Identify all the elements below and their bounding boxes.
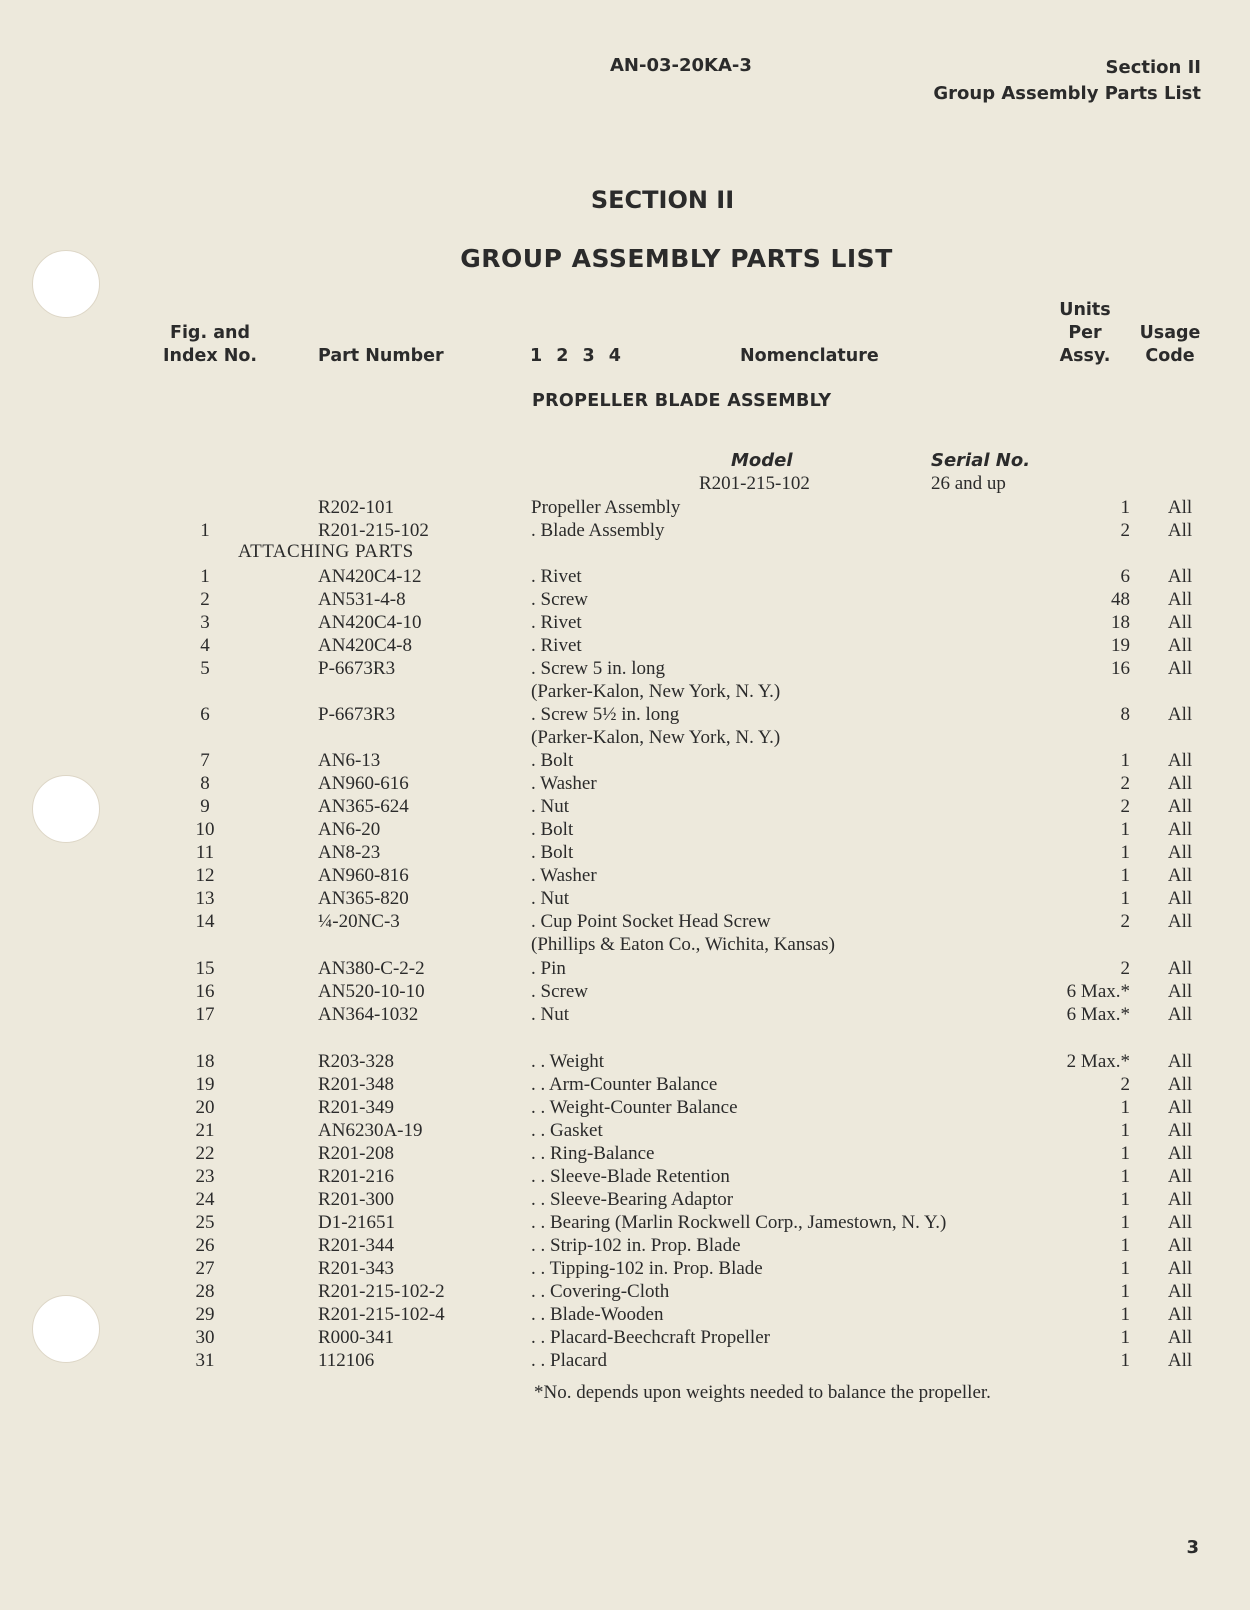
units-per-assy-cell: 8 — [1120, 704, 1130, 725]
column-header-units-line2: Per — [1068, 323, 1102, 343]
part-number-cell: AN960-816 — [318, 865, 409, 886]
index-number-cell: 4 — [200, 635, 210, 656]
nomenclature-cell: . Nut — [531, 796, 569, 817]
table-row — [0, 1165, 1250, 1188]
units-per-assy-cell: 1 — [1120, 819, 1130, 840]
index-number-cell: 27 — [195, 1258, 215, 1279]
index-number-cell: 1 — [200, 520, 210, 541]
index-number-cell: 13 — [195, 888, 215, 909]
table-row — [0, 1188, 1250, 1211]
table-row — [0, 841, 1250, 864]
table-row — [0, 1303, 1250, 1326]
index-number-cell: 17 — [195, 1004, 215, 1025]
units-per-assy-cell: 1 — [1120, 842, 1130, 863]
table-row — [0, 588, 1250, 611]
nomenclature-cell: . . Weight — [531, 1051, 605, 1072]
usage-code-cell: All — [1167, 1304, 1193, 1325]
table-row — [0, 864, 1250, 887]
units-per-assy-cell: 2 — [1120, 958, 1130, 979]
table-row — [0, 980, 1250, 1003]
part-number-cell: AN420C4-12 — [318, 566, 422, 587]
nomenclature-cell: . . Weight-Counter Balance — [531, 1097, 738, 1118]
nomenclature-cell: . . Sleeve-Bearing Adaptor — [531, 1189, 734, 1210]
index-number-cell: 23 — [195, 1166, 215, 1187]
nomenclature-cell: . Nut — [531, 1004, 569, 1025]
part-number-cell: AN365-624 — [318, 796, 409, 817]
table-row — [0, 933, 1250, 956]
table-row — [0, 703, 1250, 726]
nomenclature-cell: . . Covering-Cloth — [531, 1281, 670, 1302]
nomenclature-cell: . . Sleeve-Blade Retention — [531, 1166, 730, 1187]
table-row — [0, 1119, 1250, 1142]
nomenclature-cell: . . Strip-102 in. Prop. Blade — [531, 1235, 741, 1256]
index-number-cell: 16 — [195, 981, 215, 1002]
column-header-usage-line1: Usage — [1139, 323, 1201, 343]
nomenclature-cell: . Screw — [531, 981, 588, 1002]
part-number-cell: R201-349 — [318, 1097, 394, 1118]
units-per-assy-cell: 6 — [1120, 566, 1130, 587]
nomenclature-cell: (Parker-Kalon, New York, N. Y.) — [531, 681, 781, 702]
part-number-cell: 112106 — [318, 1350, 375, 1371]
table-row — [0, 1234, 1250, 1257]
part-number-cell: AN6230A-19 — [318, 1120, 423, 1141]
part-number-cell: AN6-13 — [318, 750, 381, 771]
part-number-cell: AN960-616 — [318, 773, 409, 794]
usage-code-cell: All — [1167, 865, 1193, 886]
nomenclature-cell: . . Ring-Balance — [531, 1143, 655, 1164]
table-row — [0, 910, 1250, 933]
table-row — [0, 680, 1250, 703]
part-number-cell: P-6673R3 — [318, 658, 396, 679]
nomenclature-cell: . . Bearing (Marlin Rockwell Corp., Jamestown, N. Y.) — [531, 1212, 947, 1233]
model-value: R201-215-102 — [699, 473, 810, 494]
nomenclature-cell: . Screw 5½ in. long — [531, 704, 680, 725]
nomenclature-cell: . Washer — [531, 865, 597, 886]
nomenclature-cell: . Rivet — [531, 566, 582, 587]
nomenclature-cell: . Blade Assembly — [531, 520, 665, 541]
usage-code-cell: All — [1167, 1143, 1193, 1164]
nomenclature-cell: . . Placard — [531, 1350, 607, 1371]
part-number-cell: AN420C4-8 — [318, 635, 412, 656]
table-row — [0, 519, 1250, 542]
usage-code-cell: All — [1167, 1350, 1193, 1371]
index-number-cell: 18 — [195, 1051, 215, 1072]
units-per-assy-cell: 18 — [1111, 612, 1130, 633]
part-number-cell: R000-341 — [318, 1327, 394, 1348]
part-number-cell: R201-300 — [318, 1189, 394, 1210]
part-number-cell: R201-343 — [318, 1258, 394, 1279]
table-row — [0, 1142, 1250, 1165]
units-per-assy-cell: 1 — [1120, 497, 1130, 518]
index-number-cell: 29 — [195, 1304, 215, 1325]
nomenclature-cell: . . Gasket — [531, 1120, 603, 1141]
usage-code-cell: All — [1167, 520, 1193, 541]
column-header-fig-line2: Index No. — [162, 346, 258, 366]
column-header-units-line3: Assy. — [1059, 346, 1111, 366]
table-row — [0, 1349, 1250, 1372]
usage-code-cell: All — [1167, 1097, 1193, 1118]
index-number-cell: 12 — [195, 865, 215, 886]
usage-code-cell: All — [1167, 658, 1193, 679]
attaching-parts-subheading: ATTACHING PARTS — [238, 541, 414, 562]
usage-code-cell: All — [1167, 1281, 1193, 1302]
usage-code-cell: All — [1167, 635, 1193, 656]
table-row — [0, 657, 1250, 680]
units-per-assy-cell: 1 — [1120, 750, 1130, 771]
index-number-cell: 28 — [195, 1281, 215, 1302]
index-number-cell: 15 — [195, 958, 215, 979]
table-row — [0, 795, 1250, 818]
nomenclature-cell: . Bolt — [531, 842, 574, 863]
index-number-cell: 26 — [195, 1235, 215, 1256]
units-per-assy-cell: 1 — [1120, 1258, 1130, 1279]
units-per-assy-cell: 1 — [1120, 1281, 1130, 1302]
units-per-assy-cell: 6 Max.* — [1066, 1004, 1130, 1025]
index-number-cell: 30 — [195, 1327, 215, 1348]
units-per-assy-cell: 2 — [1120, 911, 1130, 932]
nomenclature-cell: . Bolt — [531, 750, 574, 771]
usage-code-cell: All — [1167, 704, 1193, 725]
index-number-cell: 1 — [200, 566, 210, 587]
part-number-cell: AN380-C-2-2 — [318, 958, 425, 979]
index-number-cell: 25 — [195, 1212, 215, 1233]
nomenclature-cell: . Washer — [531, 773, 597, 794]
units-per-assy-cell: 1 — [1120, 1120, 1130, 1141]
table-row — [0, 1326, 1250, 1349]
part-number-cell: R201-215-102 — [318, 520, 429, 541]
table-row — [0, 496, 1250, 519]
index-number-cell: 6 — [200, 704, 210, 725]
index-number-cell: 3 — [200, 612, 210, 633]
page-number: 3 — [1186, 1537, 1199, 1558]
nomenclature-cell: . Rivet — [531, 635, 582, 656]
part-number-cell: AN6-20 — [318, 819, 381, 840]
part-number-cell: AN420C4-10 — [318, 612, 422, 633]
table-row — [0, 1073, 1250, 1096]
usage-code-cell: All — [1167, 1189, 1193, 1210]
index-number-cell: 5 — [200, 658, 210, 679]
index-number-cell: 21 — [195, 1120, 215, 1141]
part-number-cell: R201-215-102-2 — [318, 1281, 445, 1302]
units-per-assy-cell: 2 — [1120, 1074, 1130, 1095]
table-row — [0, 749, 1250, 772]
column-header-usage-code — [1130, 322, 1210, 368]
table-row — [0, 611, 1250, 634]
column-header-fig-index — [150, 322, 270, 368]
table-row — [0, 887, 1250, 910]
units-per-assy-cell: 2 — [1120, 796, 1130, 817]
part-number-cell: AN531-4-8 — [318, 589, 406, 610]
units-per-assy-cell: 1 — [1120, 1327, 1130, 1348]
table-row — [0, 634, 1250, 657]
nomenclature-cell: . Screw 5 in. long — [531, 658, 666, 679]
part-number-cell: R201-344 — [318, 1235, 394, 1256]
usage-code-cell: All — [1167, 497, 1193, 518]
index-number-cell: 2 — [200, 589, 210, 610]
part-number-cell: R201-208 — [318, 1143, 394, 1164]
units-per-assy-cell: 48 — [1111, 589, 1130, 610]
table-row — [0, 818, 1250, 841]
units-per-assy-cell: 1 — [1120, 1143, 1130, 1164]
nomenclature-cell: . . Tipping-102 in. Prop. Blade — [531, 1258, 763, 1279]
nomenclature-cell: Propeller Assembly — [531, 497, 681, 518]
index-number-cell: 11 — [195, 842, 215, 863]
column-header-levels: 1 2 3 4 — [530, 346, 621, 366]
usage-code-cell: All — [1167, 1235, 1193, 1256]
part-number-cell: P-6673R3 — [318, 704, 396, 725]
usage-code-cell: All — [1167, 842, 1193, 863]
index-number-cell: 22 — [195, 1143, 215, 1164]
index-number-cell: 24 — [195, 1189, 215, 1210]
units-per-assy-cell: 19 — [1111, 635, 1130, 656]
part-number-cell: AN365-820 — [318, 888, 409, 909]
table-row — [0, 1280, 1250, 1303]
assembly-title: PROPELLER BLADE ASSEMBLY — [532, 391, 832, 411]
column-header-fig-line1: Fig. and — [169, 323, 250, 343]
usage-code-cell: All — [1167, 1166, 1193, 1187]
nomenclature-cell: . Rivet — [531, 612, 582, 633]
units-per-assy-cell: 1 — [1120, 1166, 1130, 1187]
column-header-units-per-assy — [1040, 299, 1130, 368]
usage-code-cell: All — [1167, 1004, 1193, 1025]
usage-code-cell: All — [1167, 750, 1193, 771]
part-number-cell: AN364-1032 — [318, 1004, 419, 1025]
nomenclature-cell: . . Arm-Counter Balance — [531, 1074, 718, 1095]
part-number-cell: R202-101 — [318, 497, 394, 518]
usage-code-cell: All — [1167, 612, 1193, 633]
units-per-assy-cell: 16 — [1111, 658, 1130, 679]
usage-code-cell: All — [1167, 566, 1193, 587]
usage-code-cell: All — [1167, 819, 1193, 840]
document-code: AN-03-20KA-3 — [610, 55, 752, 76]
table-row — [0, 565, 1250, 588]
part-number-cell: R203-328 — [318, 1051, 394, 1072]
usage-code-cell: All — [1167, 958, 1193, 979]
column-header-nomenclature: Nomenclature — [740, 346, 879, 366]
usage-code-cell: All — [1167, 1051, 1193, 1072]
units-per-assy-cell: 1 — [1120, 888, 1130, 909]
nomenclature-cell: . . Placard-Beechcraft Propeller — [531, 1327, 770, 1348]
nomenclature-cell: . Bolt — [531, 819, 574, 840]
usage-code-cell: All — [1167, 1074, 1193, 1095]
index-number-cell: 9 — [200, 796, 210, 817]
nomenclature-cell: . Screw — [531, 589, 588, 610]
table-row — [0, 1003, 1250, 1026]
table-row — [0, 1050, 1250, 1073]
units-per-assy-cell: 1 — [1120, 1212, 1130, 1233]
table-row — [0, 1096, 1250, 1119]
column-header-units-line1: Units — [1059, 300, 1111, 320]
usage-code-cell: All — [1167, 796, 1193, 817]
nomenclature-cell: (Phillips & Eaton Co., Wichita, Kansas) — [531, 934, 835, 955]
part-number-cell: AN520-10-10 — [318, 981, 425, 1002]
usage-code-cell: All — [1167, 911, 1193, 932]
units-per-assy-cell: 1 — [1120, 1097, 1130, 1118]
nomenclature-cell: (Parker-Kalon, New York, N. Y.) — [531, 727, 781, 748]
model-label: Model — [731, 450, 793, 471]
nomenclature-cell: . Nut — [531, 888, 569, 909]
table-row — [0, 957, 1250, 980]
index-number-cell: 31 — [195, 1350, 215, 1371]
nomenclature-cell: . Cup Point Socket Head Screw — [531, 911, 771, 932]
part-number-cell: R201-216 — [318, 1166, 394, 1187]
page-title: GROUP ASSEMBLY PARTS LIST — [460, 244, 893, 273]
nomenclature-cell: . . Blade-Wooden — [531, 1304, 664, 1325]
table-row — [0, 726, 1250, 749]
index-number-cell: 20 — [195, 1097, 215, 1118]
part-number-cell: R201-215-102-4 — [318, 1304, 445, 1325]
part-number-cell: R201-348 — [318, 1074, 394, 1095]
usage-code-cell: All — [1167, 1120, 1193, 1141]
units-per-assy-cell: 1 — [1120, 865, 1130, 886]
table-row — [0, 1257, 1250, 1280]
index-number-cell: 8 — [200, 773, 210, 794]
part-number-cell: D1-21651 — [318, 1212, 396, 1233]
units-per-assy-cell: 1 — [1120, 1189, 1130, 1210]
units-per-assy-cell: 2 — [1120, 773, 1130, 794]
usage-code-cell: All — [1167, 981, 1193, 1002]
index-number-cell: 14 — [195, 911, 215, 932]
running-header — [933, 55, 1201, 107]
footnote: *No. depends upon weights needed to balance the propeller. — [534, 1382, 991, 1403]
usage-code-cell: All — [1167, 589, 1193, 610]
usage-code-cell: All — [1167, 1258, 1193, 1279]
units-per-assy-cell: 2 Max.* — [1066, 1051, 1130, 1072]
units-per-assy-cell: 1 — [1120, 1235, 1130, 1256]
index-number-cell: 7 — [200, 750, 210, 771]
usage-code-cell: All — [1167, 1212, 1193, 1233]
serial-value: 26 and up — [931, 473, 1006, 494]
units-per-assy-cell: 1 — [1120, 1304, 1130, 1325]
table-row — [0, 1211, 1250, 1234]
running-header-section: Section II — [1105, 57, 1201, 78]
index-number-cell: 19 — [195, 1074, 215, 1095]
part-number-cell: AN8-23 — [318, 842, 381, 863]
usage-code-cell: All — [1167, 1327, 1193, 1348]
part-number-cell: ¼-20NC-3 — [318, 911, 400, 932]
usage-code-cell: All — [1167, 888, 1193, 909]
column-header-usage-line2: Code — [1145, 346, 1195, 366]
usage-code-cell: All — [1167, 773, 1193, 794]
nomenclature-cell: . Pin — [531, 958, 566, 979]
serial-label: Serial No. — [931, 450, 1031, 471]
section-title: SECTION II — [590, 186, 735, 214]
units-per-assy-cell: 1 — [1120, 1350, 1130, 1371]
units-per-assy-cell: 6 Max.* — [1066, 981, 1130, 1002]
units-per-assy-cell: 2 — [1120, 520, 1130, 541]
column-header-part-number: Part Number — [318, 346, 444, 366]
running-header-title: Group Assembly Parts List — [933, 83, 1201, 104]
table-row — [0, 772, 1250, 795]
index-number-cell: 10 — [195, 819, 215, 840]
